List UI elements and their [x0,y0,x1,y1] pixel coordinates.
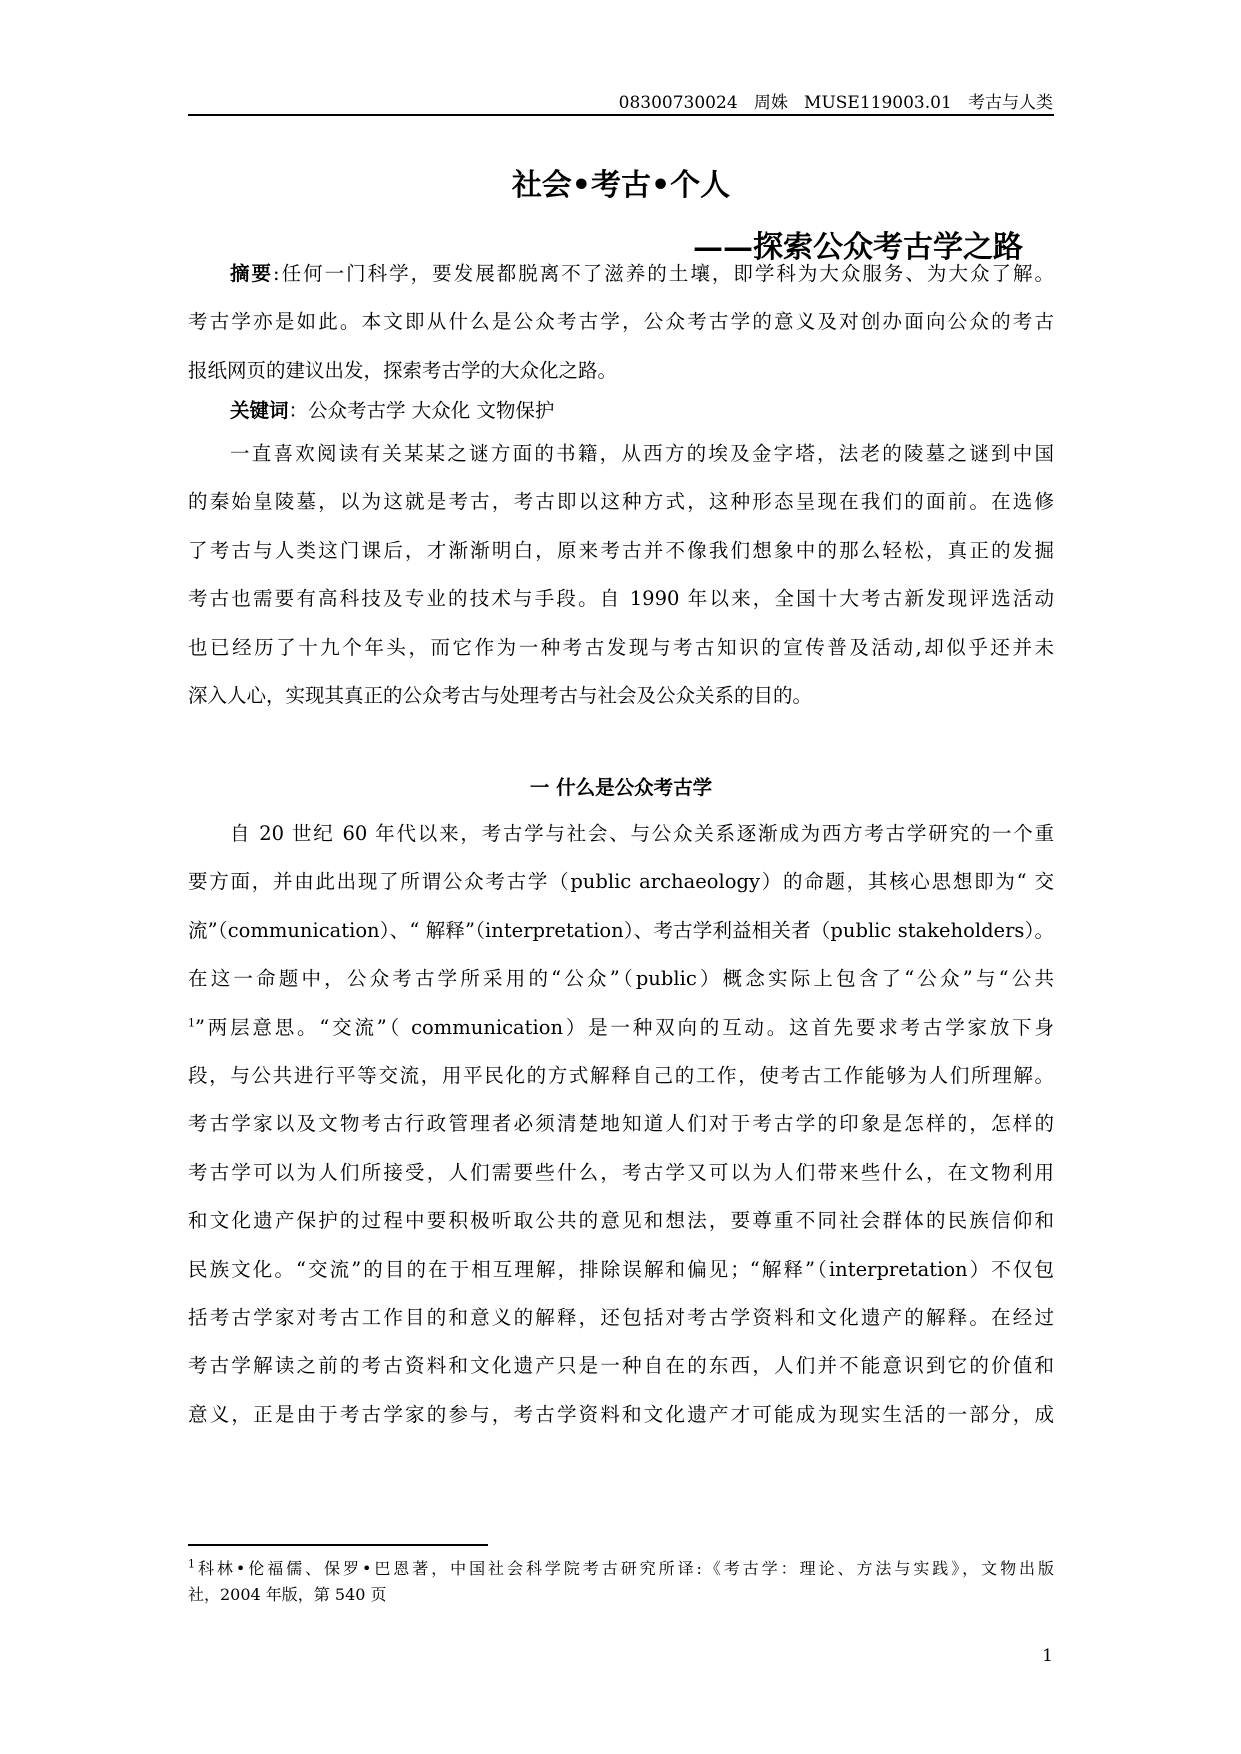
abstract-line [188,250,1054,298]
abstract-text: :任何一门科学，要发展都脱离不了滋养的土壤，即学科为大众服务、为大众了解。 [273,262,1054,285]
footnote-line: 社，2004 年版，第 540 页 [188,1585,387,1604]
abstract-line: 报纸网页的建议出发，探索考古学的大众化之路。 [188,358,618,382]
footnote-line [188,1556,1054,1582]
paragraph-line: 考古学家以及文物考古行政管理者必须清楚地知道人们对于考古学的印象是怎样的，怎样的 [188,1112,1054,1136]
paragraph-line: 深入人心，实现其真正的公众考古与处理考古与社会及公众关系的目的。 [188,683,813,707]
paragraph-line: 考古学可以为人们所接受，人们需要些什么，考古学又可以为人们带来些什么，在文物利用 [188,1160,1054,1184]
paragraph-line: 意义，正是由于考古学家的参与，考古学资料和文化遗产才可能成为现实生活的一部分，成 [188,1402,1054,1426]
paragraph-line: 考古也需要有高科技及专业的技术与手段。自 1990 年以来，全国十大考古新发现评选活动 [188,587,1054,611]
paragraph-line: 民族文化。“交流”的目的在于相互理解，排除误解和偏见；“解释”（interpretation）不仅包 [188,1257,1054,1281]
paragraph-line: 也已经历了十九个年头，而它作为一种考古发现与考古知识的宣传普及活动,却似乎还并未 [188,635,1054,659]
keywords-line [188,387,1054,435]
page-title: 社会•考古•个人 [511,168,731,203]
keywords-text: ：公众考古学 大众化 文物保护 [288,399,555,422]
footnote-rule [188,1544,488,1546]
paragraph-line: 考古学解读之前的考古资料和文化遗产只是一种自在的东西，人们并不能意识到它的价值和 [188,1354,1054,1378]
paragraph-line: 自 20 世纪 60 年代以来，考古学与社会、与公众关系逐渐成为西方考古学研究的一个重 [230,822,1054,845]
abstract-line: 考古学亦是如此。本文即从什么是公众考古学，公众考古学的意义及对创办面向公众的考古 [188,310,1054,334]
paragraph-line [188,1004,1054,1052]
paragraph-line: 要方面，并由此出现了所谓公众考古学（public archaeology）的命题，其核心思想即为“ 交 [188,870,1054,894]
paragraph-line: 括考古学家对考古工作目的和意义的解释，还包括对考古学资料和文化遗产的解释。在经过 [188,1305,1054,1329]
section-heading: 一 什么是公众考古学 [529,776,713,799]
paragraph-line: 的秦始皇陵墓，以为这就是考古，考古即以这种方式，这种形态呈现在我们的面前。在选修 [188,490,1054,514]
paragraph-line: 和文化遗产保护的过程中要积极听取公共的意见和想法，要尊重不同社会群体的民族信仰和 [188,1209,1054,1233]
page-number: 1 [1042,1646,1053,1666]
paragraph-line: 了考古与人类这门课后，才渐渐明白，原来考古并不像我们想象中的那么轻松，真正的发掘 [188,538,1054,562]
section-paragraph [188,810,1054,1439]
paragraph-line: 在这一命题中，公众考古学所采用的“公众”（public）概念实际上包含了“公众”与“公共 [188,967,1054,991]
footnote [188,1556,1054,1608]
paragraph-line: 一直喜欢阅读有关某某之谜方面的书籍，从西方的埃及金字塔，法老的陵墓之谜到中国 [230,442,1054,465]
footnote-reference: 1 [188,1016,195,1030]
header-rule [188,114,1054,116]
intro-paragraph [188,430,1054,720]
abstract [188,250,1054,395]
paragraph-line: 段，与公共进行平等交流，用平民化的方式解释自己的工作，使考古工作能够为人们所理解。 [188,1063,1054,1087]
keywords-label: 关键词 [230,399,289,422]
footnote-text: 科林•伦福儒、保罗•巴恩著，中国社会科学院考古研究所译:《考古学：理论、方法与实践》，文物出版 [195,1559,1054,1578]
keywords [188,387,1054,435]
paragraph-line: 流”（communication）、“ 解释”（interpretation）、考古学利益相关者（public stakeholders）。 [188,918,1054,942]
running-header: 08300730024 周姝 MUSE119003.01 考古与人类 [618,93,1053,113]
footnote-marker: 1 [188,1557,195,1571]
page-subtitle: ——探索公众考古学之路 [693,230,1023,265]
abstract-label: 摘要 [230,262,274,285]
paragraph-line-text: ”两层意思。“交流”（ communication）是一种双向的互动。这首先要求考古学家放下身 [195,1015,1054,1039]
